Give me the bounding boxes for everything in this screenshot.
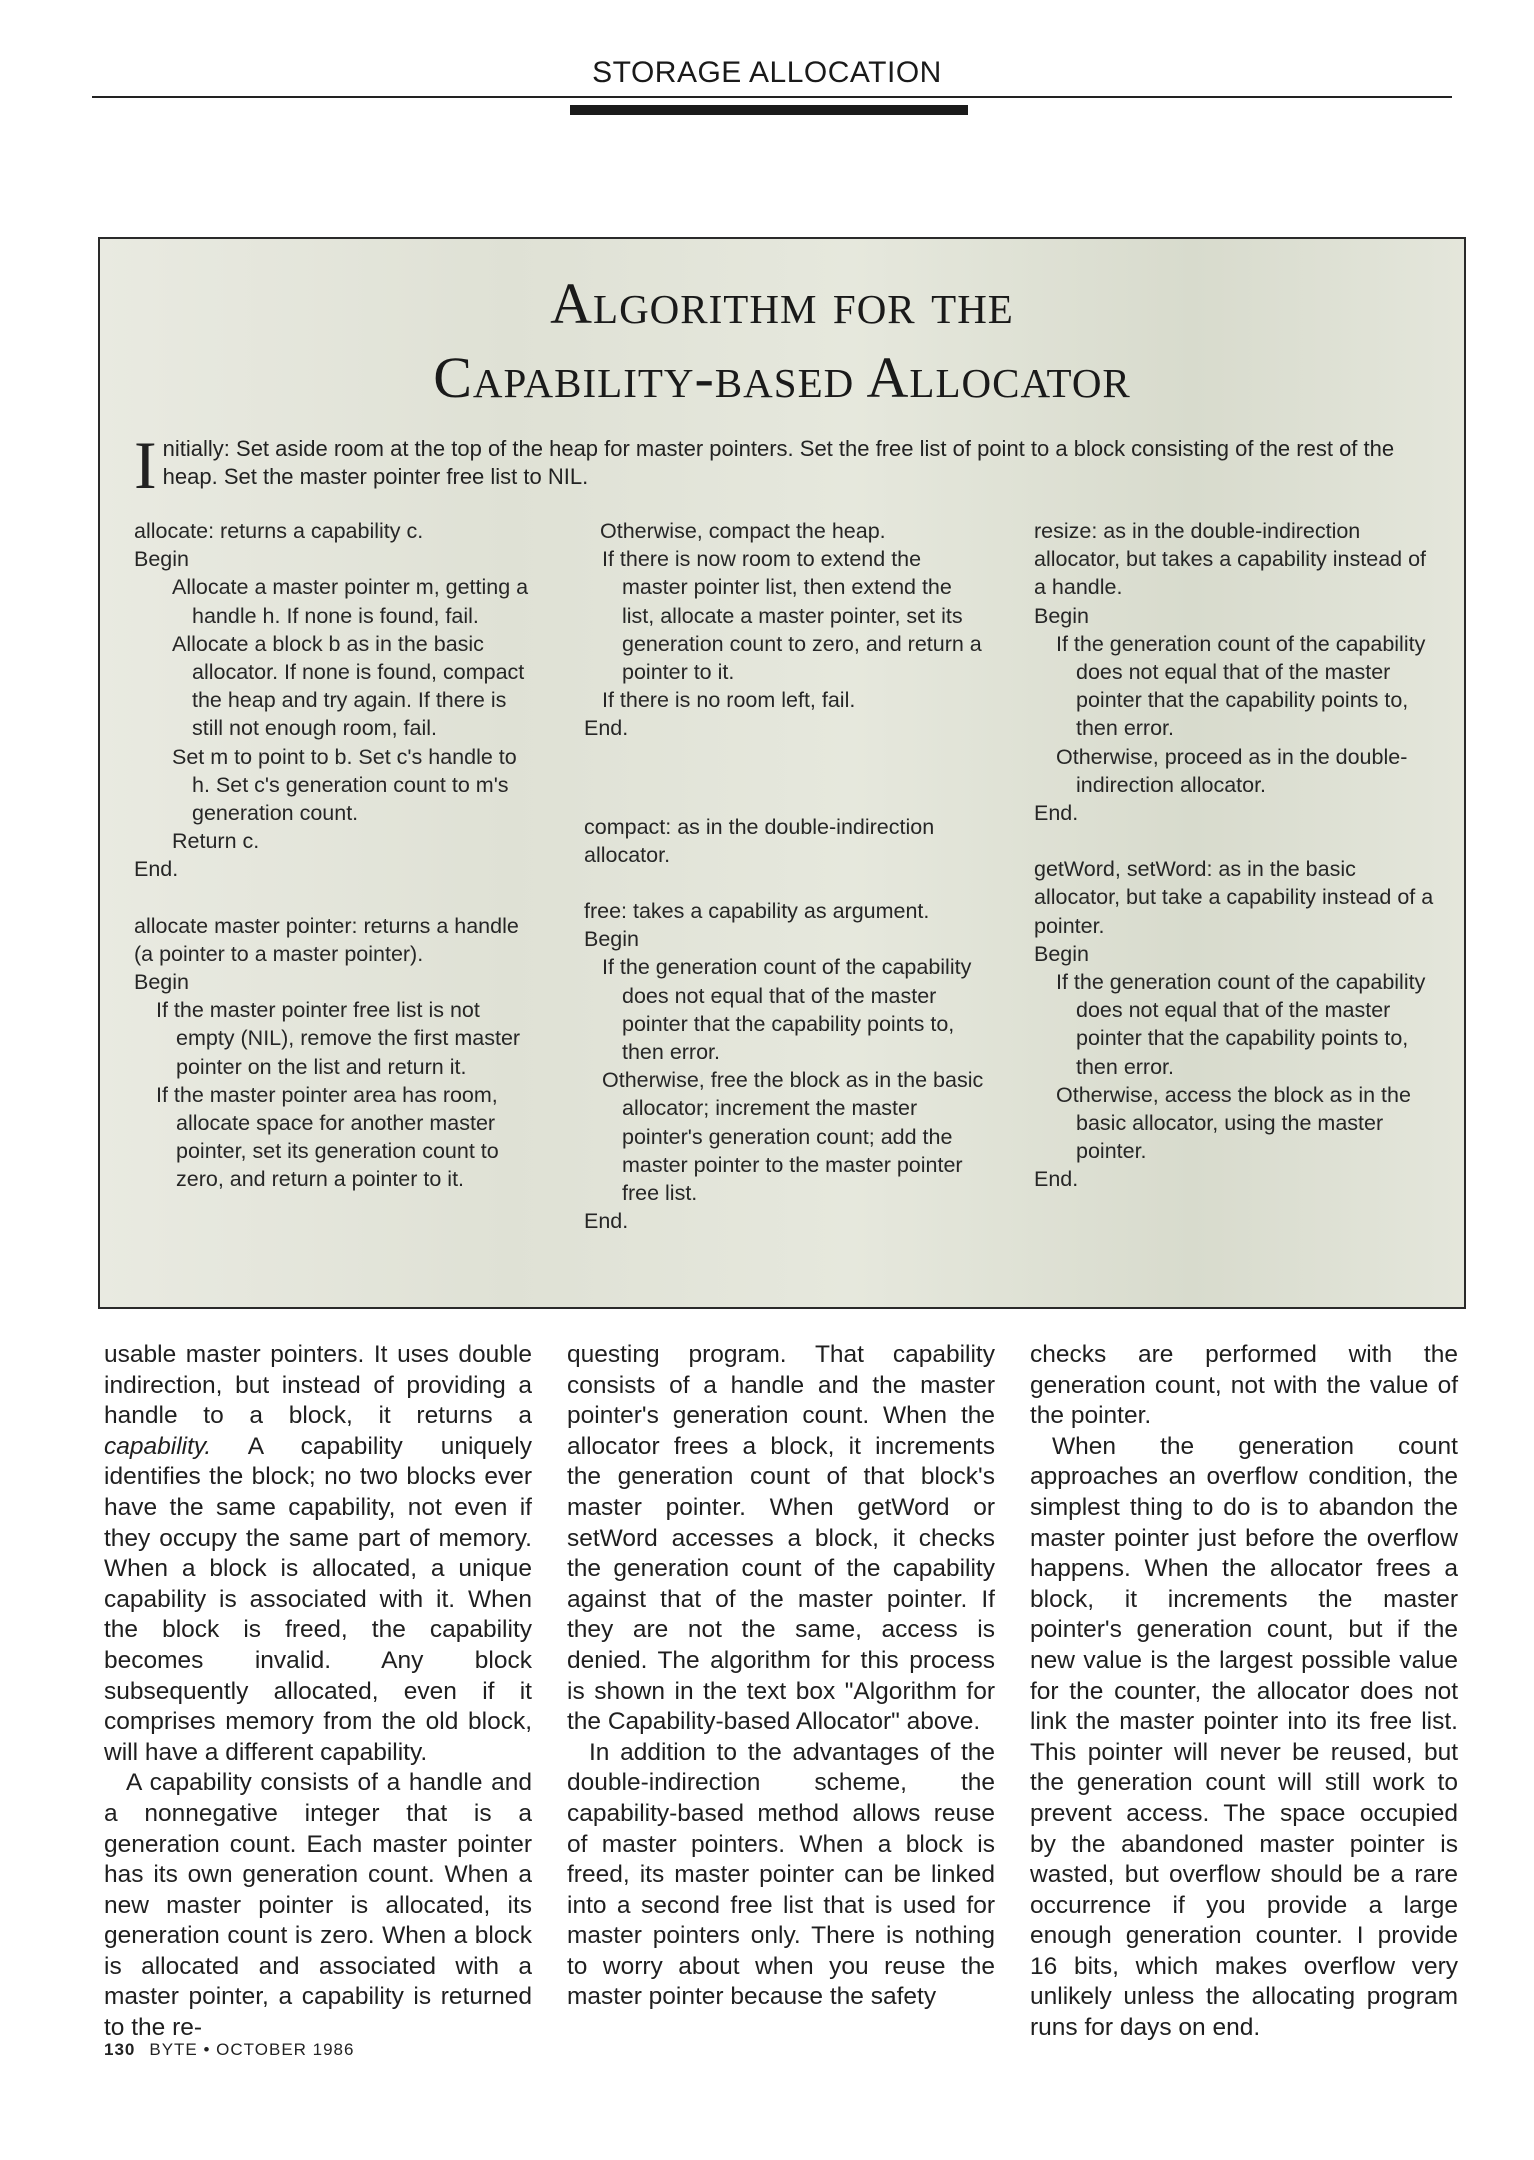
begin-label: Begin	[134, 970, 189, 995]
algorithm-column-1	[134, 517, 534, 1194]
algorithm-step: If there is now room to extend the master pointer list, then extend the list, allocate a master pointer, set its generation count to zero, and return a pointer to it.	[602, 547, 982, 685]
allocate-master-pointer-heading: allocate master pointer: returns a handle (a pointer to a master pointer).	[134, 913, 519, 966]
algorithm-step: If there is no room left, fail.	[602, 688, 856, 713]
box-intro	[134, 427, 1434, 503]
begin-label: Begin	[584, 927, 639, 952]
resize-heading: resize: as in the double-indirection allocator, but takes a capability instead of a handle.	[1034, 519, 1427, 600]
free-heading: free: takes a capability as argument.	[584, 899, 930, 924]
end-label: End.	[134, 857, 179, 882]
header-rule	[92, 96, 1452, 98]
allocate-heading: allocate: returns a capability c.	[134, 519, 424, 543]
body-column-2	[567, 1340, 995, 2013]
begin-label: Begin	[1034, 941, 1089, 966]
algorithm-step: Otherwise, compact the heap.	[600, 519, 886, 543]
algorithm-step: If the generation count of the capability does not equal that of the master pointer that the capability points to, then error.	[602, 955, 972, 1065]
header-bar	[570, 105, 968, 115]
algorithm-step: Otherwise, access the block as in the basic allocator, using the master pointer.	[1056, 1082, 1411, 1164]
body-paragraph: usable master pointers. It uses double indirection, but instead of providing a handle to a block, it returns a capability. A capability uniquely identifies the block; no two blocks ever have the same capability, not even if they occupy the same part of memory. When a block is allocated, a unique capability is associated with it. When the block is freed, the capability becomes invalid. Any block subsequently allocated, even if it comprises memory from the old block, will have a different capability.	[104, 1341, 532, 1766]
algorithm-step: If the master pointer free list is not empty (NIL), remove the first master pointer on the list and return it.	[156, 998, 521, 1079]
algorithm-step: Set m to point to b. Set c's handle to h. Set c's generation count to m's generation count.	[172, 744, 517, 826]
drop-cap: I	[134, 427, 157, 503]
algorithm-step: Otherwise, proceed as in the double-indirection allocator.	[1056, 744, 1408, 797]
publication-line: BYTE • OCTOBER 1986	[149, 2040, 355, 2059]
body-column-1	[104, 1340, 532, 2044]
begin-label: Begin	[1034, 603, 1089, 628]
page-number: 130	[104, 2040, 136, 2059]
begin-label: Begin	[134, 547, 189, 572]
algorithm-step: If the master pointer area has room, allocate space for another master pointer, set its generation count to zero, and return a pointer to it.	[156, 1082, 499, 1192]
algorithm-step: If the generation count of the capability does not equal that of the master pointer that the capability points to, then error.	[1056, 631, 1426, 741]
algorithm-step: Allocate a master pointer m, getting a handle h. If none is found, fail.	[172, 575, 529, 628]
box-title-line-2: Capability-based Allocator	[433, 345, 1131, 410]
body-paragraph: When the generation count approaches an overflow condition, the simplest thing to do is to abandon the master pointer just before the overflow happens. When the allocator frees a block, it increments the master pointer's generation count, but if the new value is the largest possible value for the counter, the allocator does not link the master pointer into its free list. This pointer will never be reused, but the generation count will still work to prevent access. The space occupied by the abandoned master pointer is wasted, but overflow should be a rare occurrence if you provide a large enough generation counter. I provide 16 bits, which makes overflow very unlikely unless the allocating program runs for days on end.	[1030, 1432, 1458, 2042]
end-label: End.	[584, 1209, 629, 1234]
end-label: End.	[1034, 1167, 1079, 1192]
end-label: End.	[1034, 801, 1079, 826]
algorithm-column-3	[1034, 517, 1434, 1194]
intro-text: nitially: Set aside room at the top of the heap for master pointers. Set the free list of point to a block consisting of the rest of the heap. Set the master pointer free list to NIL.	[162, 436, 1395, 489]
body-paragraph: questing program. That capability consists of a handle and the master pointer's generation count. When the allocator frees a block, it increments the generation count of that block's master pointer. When getWord or setWord accesses a block, it checks the generation count of the capability against that of the master pointer. If they are not the same, access is denied. The algorithm for this process is shown in the text box "Algorithm for the Capability-based Allocator" above.	[567, 1341, 995, 1736]
body-column-3	[1030, 1340, 1458, 2044]
page-footer	[104, 2040, 354, 2060]
box-title	[100, 267, 1464, 415]
body-paragraph: In addition to the advantages of the double-indirection scheme, the capability-based method allows reuse of master pointers. When a block is freed, its master pointer can be linked into a second free list that is used for master pointers only. There is nothing to worry about when you reuse the master pointer because the safety	[567, 1738, 995, 2011]
body-paragraph: A capability consists of a handle and a nonnegative integer that is a generation count. Each master pointer has its own generation count. When a new master pointer is allocated, its generation count is zero. When a block is allocated and associated with a master pointer, a capability is returned to the re-	[104, 1769, 532, 2042]
algorithm-step: If the generation count of the capability does not equal that of the master pointer that the capability points to, then error.	[1056, 970, 1426, 1079]
algorithm-step: Return c.	[172, 829, 260, 854]
emphasis-capability: capability.	[104, 1432, 212, 1460]
end-label: End.	[584, 716, 629, 741]
algorithm-column-2	[584, 517, 984, 1235]
getword-setword-heading: getWord, setWord: as in the basic allocator, but take a capability instead of a pointer.	[1034, 857, 1434, 938]
algorithm-step: Allocate a block b as in the basic allocator. If none is found, compact the heap and try again. If there is still not enough room, fail.	[172, 631, 525, 741]
body-paragraph: checks are performed with the generation count, not with the value of the pointer.	[1030, 1341, 1458, 1430]
box-title-line-1: Algorithm for the	[550, 271, 1014, 336]
section-header: STORAGE ALLOCATION	[592, 56, 942, 89]
algorithm-step: Otherwise, free the block as in the basic allocator; increment the master pointer's generation count; add the master pointer to the master pointer free list.	[602, 1068, 984, 1206]
compact-heading: compact: as in the double-indirection allocator.	[584, 814, 935, 867]
algorithm-text-box	[98, 237, 1466, 1309]
